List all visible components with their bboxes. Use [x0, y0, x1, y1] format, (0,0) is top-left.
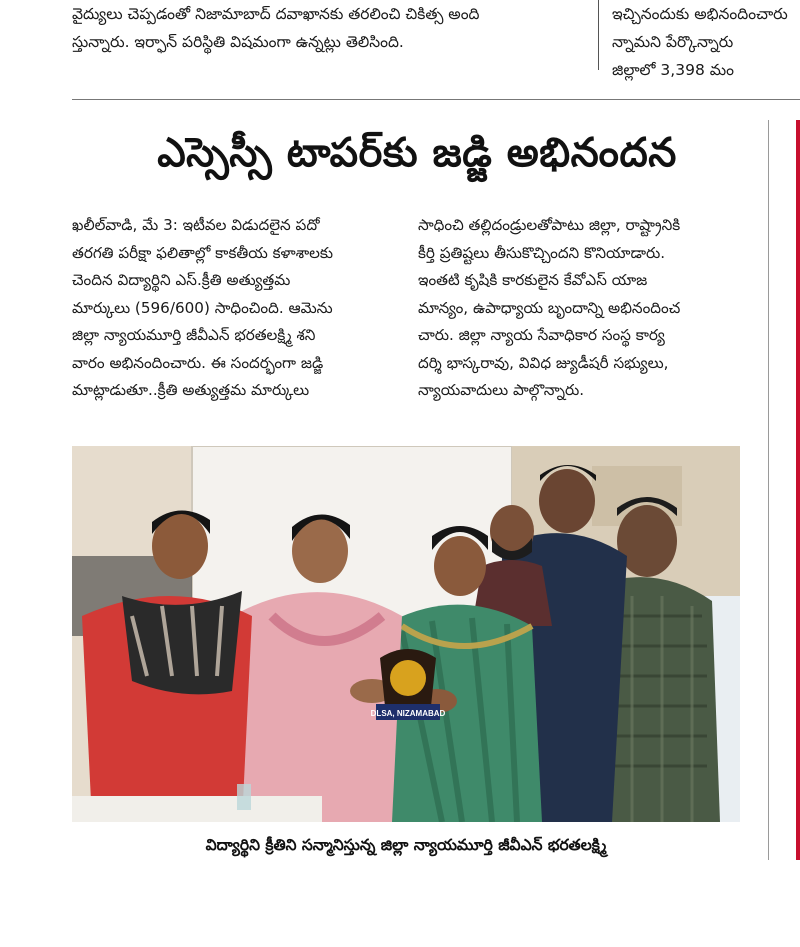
adjacent-column-accent: [796, 120, 800, 860]
body-line: మాట్లాడుతూ..క్రీతి అత్యుత్తమ మార్కులు: [72, 381, 310, 399]
photo-illustration: [72, 446, 740, 822]
body-line: జిల్లా న్యాయమూర్తి జీవీఎన్ భరతలక్ష్మి శని: [72, 326, 316, 344]
plaque-label: DLSA, NIZAMABAD: [370, 709, 446, 718]
body-line: చారు. జిల్లా న్యాయ సేవాధికార సంస్థ కార్య: [418, 326, 665, 344]
section-divider: [72, 99, 800, 100]
body-line: తరగతి పరీక్షా ఫలితాల్లో కాకతీయ కళాశాలకు: [72, 243, 334, 262]
photo-caption: విద్యార్థిని క్రీతిని సన్మానిస్తున్న జిల్లా న్యాయమూర్తి జీవీఎన్ భరతలక్ష్మి: [205, 836, 607, 854]
body-line: వారం అభినందించారు. ఈ సందర్భంగా జడ్జి: [72, 353, 324, 372]
body-line: కీర్తి ప్రతిష్టలు తీసుకొచ్చిందని కొనియాడారు.: [418, 243, 666, 262]
previous-article-line: న్నామని పేర్కొన్నారు: [612, 33, 734, 51]
body-line: ఖలీల్‌వాడి, మే 3: ఇటీవల విడుదలైన పదో: [72, 216, 320, 234]
previous-article-left: [72, 0, 592, 56]
article-body-left: [72, 212, 392, 405]
body-line: న్యాయవాదులు పాల్గొన్నారు.: [418, 381, 585, 399]
article-body-right: [418, 212, 738, 405]
body-line: చెందిన విద్యార్థిని ఎస్.క్రీతి అత్యుత్తమ: [72, 271, 291, 289]
previous-article-line: జిల్లాలో 3,398 మం: [612, 61, 734, 79]
body-line: సాధించి తల్లిదండ్రులతోపాటు జిల్లా, రాష్ట్రానికి: [418, 216, 681, 234]
column-divider: [598, 0, 599, 70]
previous-article-line: స్తున్నారు. ఇర్ఫాన్ పరిస్థితి విషమంగా ఉన్నట్లు తెలిసింది.: [72, 33, 404, 51]
body-line: ఇంతటి కృషికి కారకులైన కేవోఎస్ యాజ: [418, 271, 648, 289]
previous-article-right: [612, 0, 800, 84]
previous-article-line: ఇచ్చినందుకు అభినందించారు: [612, 5, 788, 23]
body-line: దర్శి భాస్కరావు, వివిధ జ్యుడీషరీ సభ్యులు,: [418, 353, 669, 372]
article-headline: ఎస్సెస్సీ టాపర్‌కు జడ్జి అభినందన: [157, 130, 677, 176]
article-photo: [72, 446, 740, 822]
body-line: మాన్యం, ఉపాధ్యాయ బృందాన్ని అభినందించ: [418, 298, 681, 317]
body-line: మార్కులు (596/600) సాధించింది. ఆమెను: [72, 298, 333, 317]
page-column-divider: [768, 120, 769, 860]
previous-article-line: వైద్యులు చెప్పడంతో నిజామాబాద్ దవాఖానకు తరలించి చికిత్స అంది: [72, 5, 480, 23]
